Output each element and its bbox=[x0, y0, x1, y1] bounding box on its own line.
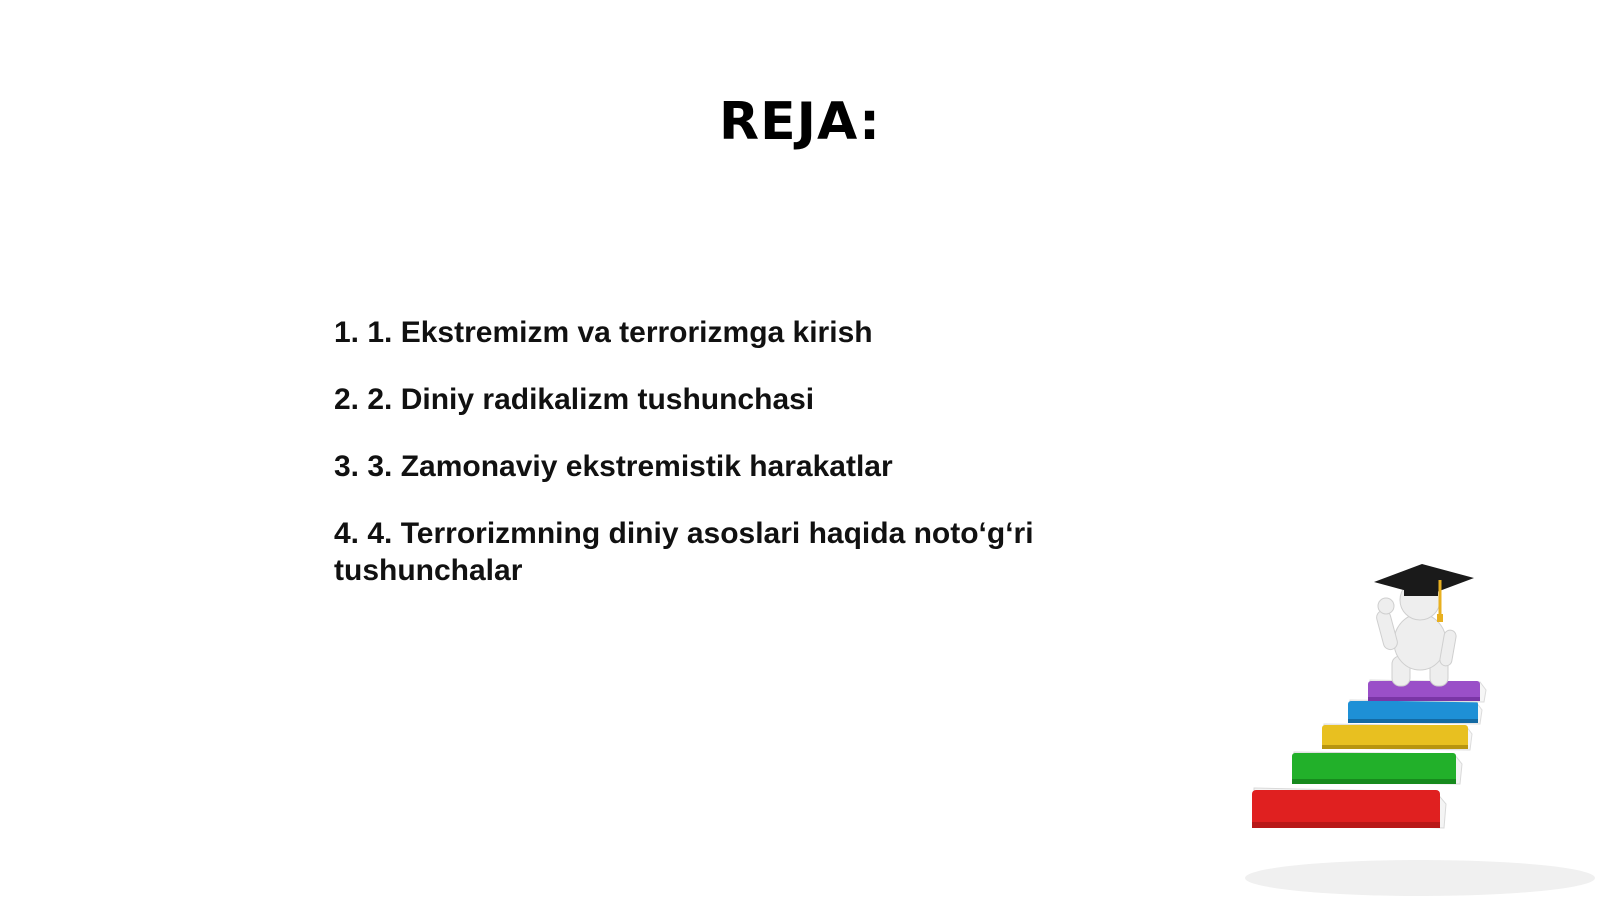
plan-item-2: 2. 2. Diniy radikalizm tushunchasi bbox=[334, 383, 815, 416]
graduate-on-books-icon bbox=[1240, 560, 1600, 900]
book-red bbox=[1252, 788, 1446, 828]
slide-title: REJA: bbox=[719, 92, 881, 152]
book-purple bbox=[1368, 680, 1486, 702]
plan-item-1: 1. 1. Ekstremizm va terrorizmga kirish bbox=[334, 316, 873, 349]
book-green bbox=[1292, 752, 1462, 784]
book-blue bbox=[1348, 700, 1482, 724]
floor-shadow bbox=[1245, 860, 1595, 896]
plan-item-3: 3. 3. Zamonaviy ekstremistik harakatlar bbox=[334, 450, 893, 483]
plan-list bbox=[334, 314, 1094, 619]
graduate-figure bbox=[1374, 564, 1474, 686]
book-yellow bbox=[1322, 724, 1472, 750]
plan-item-4: 4. 4. Terrorizmning diniy asoslari haqida noto‘g‘ri tushunchalar bbox=[334, 517, 1034, 587]
